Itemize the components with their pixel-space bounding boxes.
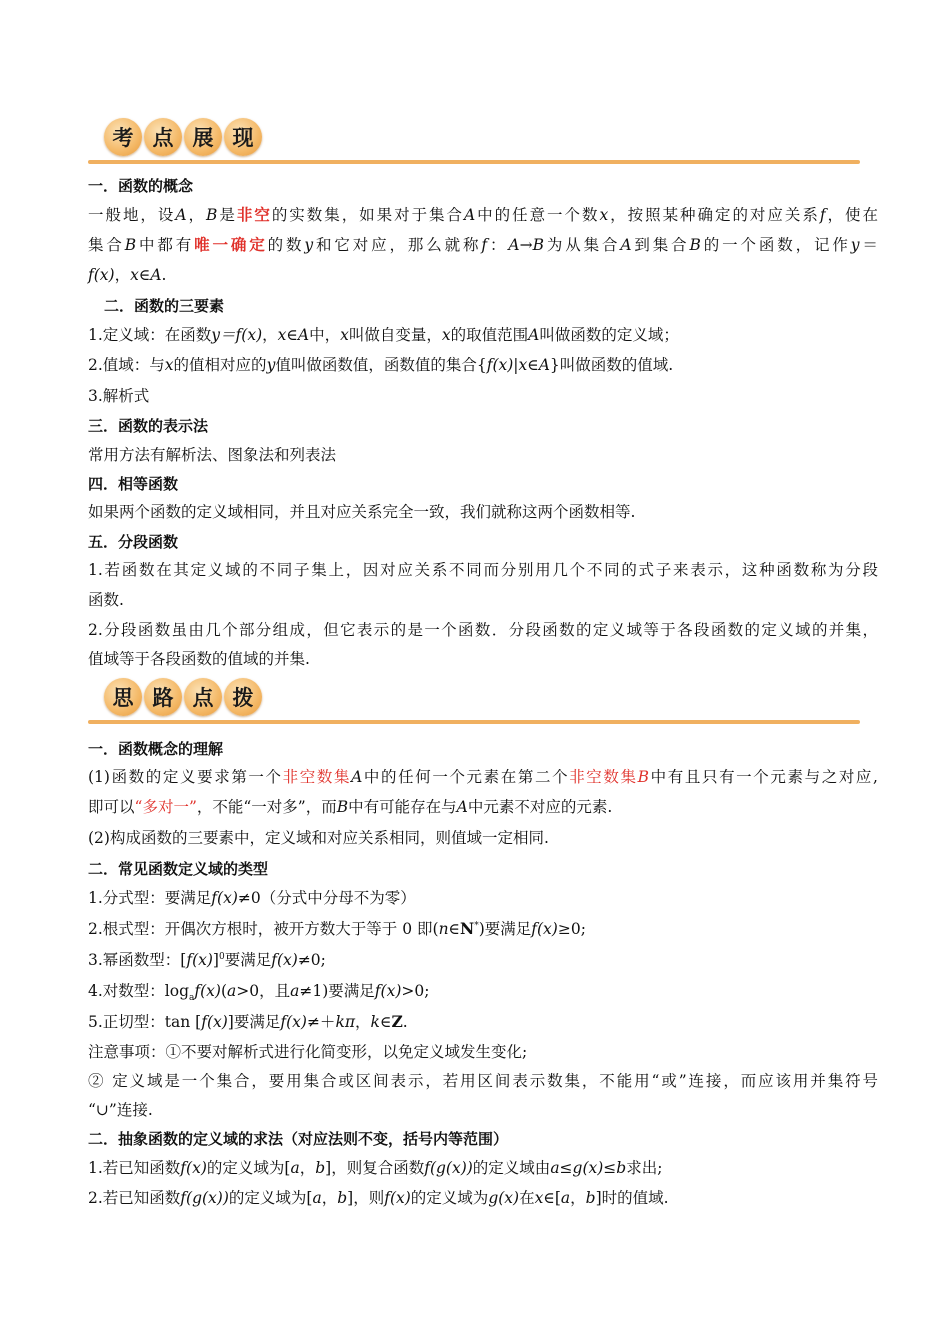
note-line: ② 定义域是一个集合，要用集合或区间表示，若用区间表示数集，不能用“或”连接，而应该用并集符号: [88, 1072, 878, 1090]
paragraph-line: 1.若函数在其定义域的不同子集上，因对应关系不同而分别用几个不同的式子来表示，这种函数称为分段: [88, 561, 878, 579]
list-item: 2.根式型：开偶次方根时，被开方数大于等于 0 即(n∈N*)要满足f(x)≥0;: [88, 919, 586, 938]
banner-char: 点: [184, 678, 222, 716]
paragraph-line: 常用方法有解析法、图象法和列表法: [88, 446, 337, 464]
highlight-text: 非空数集: [282, 768, 352, 786]
banner-char: 现: [224, 118, 262, 156]
banner-title: [104, 118, 262, 156]
list-item: 1.若已知函数f(x)的定义域为[a，b]，则复合函数f(g(x))的定义域由a≤g(x)≤b求出;: [88, 1159, 663, 1177]
paragraph-line: 即可以“多对一”，不能“一对多”，而B中有可能存在与A中元素不对应的元素.: [88, 798, 613, 816]
banner-char: 展: [184, 118, 222, 156]
highlight-text: 非空数集: [569, 768, 638, 786]
paragraph-line: 值域等于各段函数的值域的并集.: [88, 650, 310, 668]
section-banner-kaodian: [88, 118, 860, 164]
heading-representation: 三．函数的表示法: [88, 417, 209, 435]
note-line: 注意事项：①不要对解析式进行化简变形，以免定义域发生变化;: [88, 1043, 528, 1061]
highlight-text: 唯一确定: [194, 235, 268, 254]
banner-underline: [88, 720, 860, 724]
banner-char: 考: [104, 118, 142, 156]
paragraph-line: 集合B中都有唯一确定的数y和它对应，那么就称f：A→B为从集合A到集合B的一个函数，记作y＝: [88, 235, 878, 254]
heading-three-elements: 二．函数的三要素: [104, 297, 225, 315]
section-banner-silu: [88, 678, 860, 724]
list-item: 1.定义域：在函数y＝f(x)，x∈A中，x叫做自变量，x的取值范围A叫做函数的定义域；: [88, 326, 679, 344]
heading-equal-functions: 四．相等函数: [88, 475, 179, 493]
banner-underline: [88, 160, 860, 164]
list-item: 5.正切型：tan [f(x)]要满足f(x)≠＋kπ，k∈Z.: [88, 1012, 408, 1031]
banner-char: 拨: [224, 678, 262, 716]
list-item: 2.值域：与x的值相对应的y值叫做函数值，函数值的集合{f(x)|x∈A}叫做函数的值域.: [88, 356, 674, 374]
paragraph-line: 如果两个函数的定义域相同，并且对应关系完全一致，我们就称这两个函数相等.: [88, 503, 636, 521]
banner-title: [104, 678, 262, 716]
highlight-text: “多对一”: [134, 798, 197, 816]
list-item: 3.解析式: [88, 387, 150, 405]
heading-abstract-domain: 二．抽象函数的定义域的求法（对应法则不变，括号内等范围）: [88, 1130, 509, 1148]
list-item: 4.对数型：$\log_af(x)(a>0$，且a≠1)要满足f(x)>0;: [88, 982, 430, 1004]
heading-piecewise: 五．分段函数: [88, 533, 179, 551]
paragraph-line: (2)构成函数的三要素中，定义域和对应关系相同，则值域一定相同.: [88, 829, 549, 847]
banner-char: 路: [144, 678, 182, 716]
heading-understanding: 一．函数概念的理解: [88, 740, 224, 758]
list-item: 2.若已知函数f(g(x))的定义域为[a，b]，则f(x)的定义域为g(x)在x∈[a，b]时的值域.: [88, 1189, 669, 1207]
highlight-text: 非空: [236, 205, 272, 224]
heading-function-concept: 一．函数的概念: [88, 177, 194, 195]
list-item: 3.幂函数型：$[f(x)]^0$要满足f(x)≠0;: [88, 951, 326, 969]
paragraph-line: 一般地，设A，B是非空的实数集，如果对于集合A中的任意一个数x，按照某种确定的对应关系f，使在: [88, 205, 878, 224]
banner-char: 点: [144, 118, 182, 156]
note-line: “∪”连接.: [88, 1101, 153, 1119]
paragraph-line: 函数.: [88, 591, 124, 609]
paragraph-line: 2.分段函数虽由几个部分组成，但它表示的是一个函数．分段函数的定义域等于各段函数的定义域的并集，: [88, 621, 878, 639]
list-item: 1.分式型：要满足f(x)≠0（分式中分母不为零）: [88, 889, 416, 907]
heading-domain-types: 二．常见函数定义域的类型: [88, 860, 269, 878]
paragraph-line: (1)函数的定义要求第一个非空数集A中的任何一个元素在第二个非空数集B中有且只有一个元素与之对应,: [88, 768, 878, 786]
paragraph-line: f(x)，x∈A.: [88, 266, 167, 284]
banner-char: 思: [104, 678, 142, 716]
